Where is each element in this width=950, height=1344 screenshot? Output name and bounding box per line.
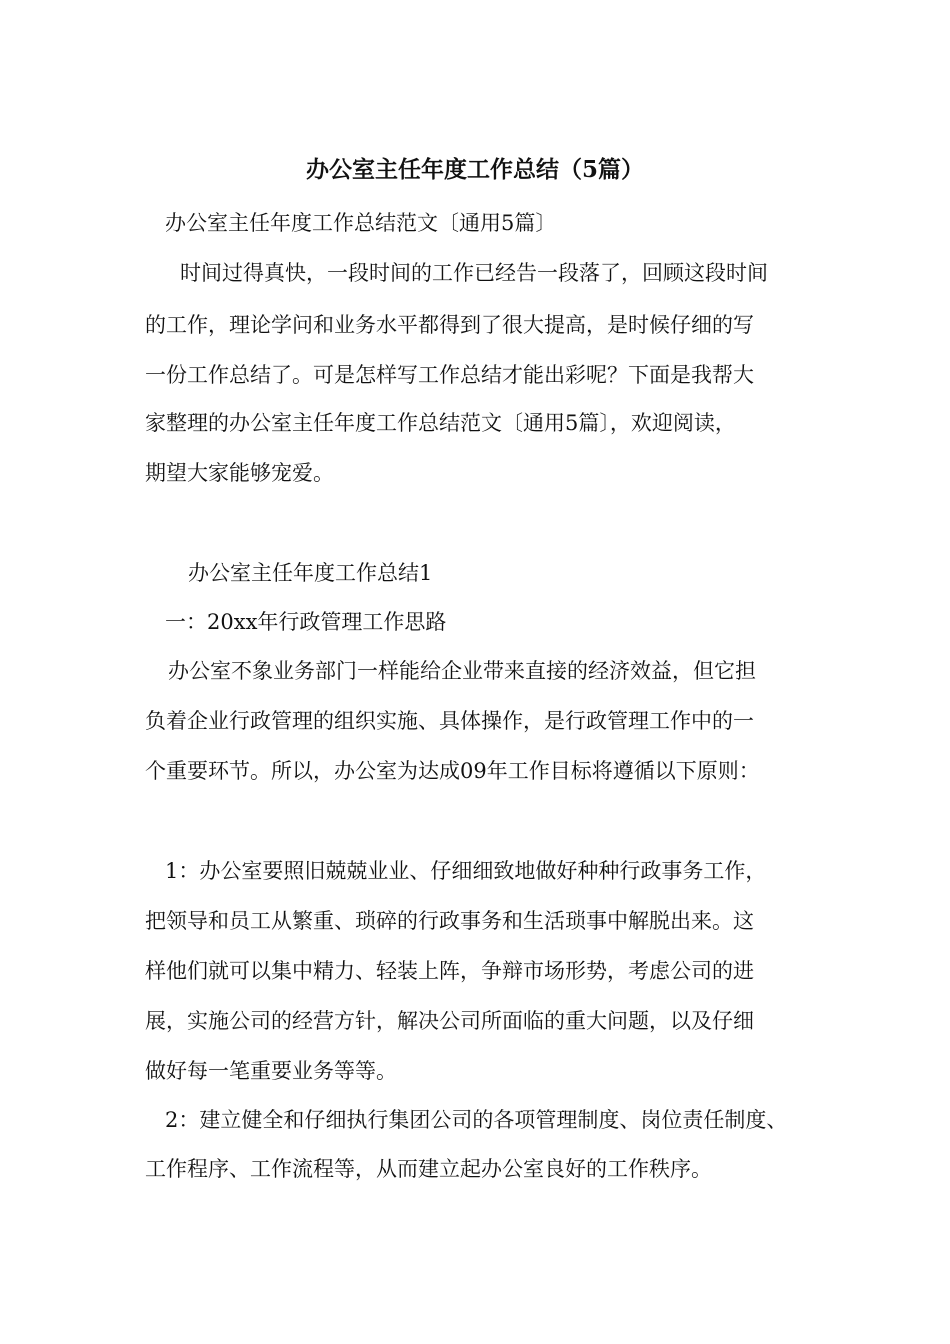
point-2-line-2: 工作程序、工作流程等，从而建立起办公室良好的工作秩序。 <box>145 1157 712 1181</box>
document-title: 办公室主任年度工作总结（5篇） <box>305 156 644 183</box>
point-1-line-1: 1：办公室要照旧兢兢业业、仔细细致地做好种种行政事务工作， <box>165 859 767 883</box>
point-1-line-5: 做好每一笔重要业务等等。 <box>145 1059 397 1083</box>
point-1-line-2: 把领导和员工从繁重、琐碎的行政事务和生活琐事中解脱出来。这 <box>145 909 754 933</box>
section-heading: 办公室主任年度工作总结1 <box>188 561 433 585</box>
body-line-1: 办公室不象业务部门一样能给企业带来直接的经济效益，但它担 <box>168 659 756 683</box>
intro-line-1: 时间过得真快，一段时间的工作已经告一段落了，回顾这段时间 <box>180 261 768 285</box>
body-line-2: 负着企业行政管理的组织实施、具体操作，是行政管理工作中的一 <box>145 709 754 733</box>
intro-line-4: 家整理的办公室主任年度工作总结范文〔通用5篇〕，欢迎阅读， <box>145 411 736 435</box>
point-2-line-1: 2：建立健全和仔细执行集团公司的各项管理制度、岗位责任制度、 <box>165 1108 788 1132</box>
subsection-heading: 一：20xx年行政管理工作思路 <box>165 610 447 634</box>
intro-line-5: 期望大家能够宠爱。 <box>145 461 334 485</box>
intro-line-3: 一份工作总结了。可是怎样写工作总结才能出彩呢？下面是我帮大 <box>145 363 754 387</box>
subtitle-line: 办公室主任年度工作总结范文〔通用5篇〕 <box>165 211 557 235</box>
point-1-line-4: 展，实施公司的经营方针，解决公司所面临的重大问题，以及仔细 <box>145 1009 754 1033</box>
body-line-3: 个重要环节。所以，办公室为达成09年工作目标将遵循以下原则： <box>145 759 760 783</box>
intro-line-2: 的工作，理论学问和业务水平都得到了很大提高，是时候仔细的写 <box>145 313 754 337</box>
point-1-line-3: 样他们就可以集中精力、轻装上阵，争辩市场形势，考虑公司的进 <box>145 959 754 983</box>
